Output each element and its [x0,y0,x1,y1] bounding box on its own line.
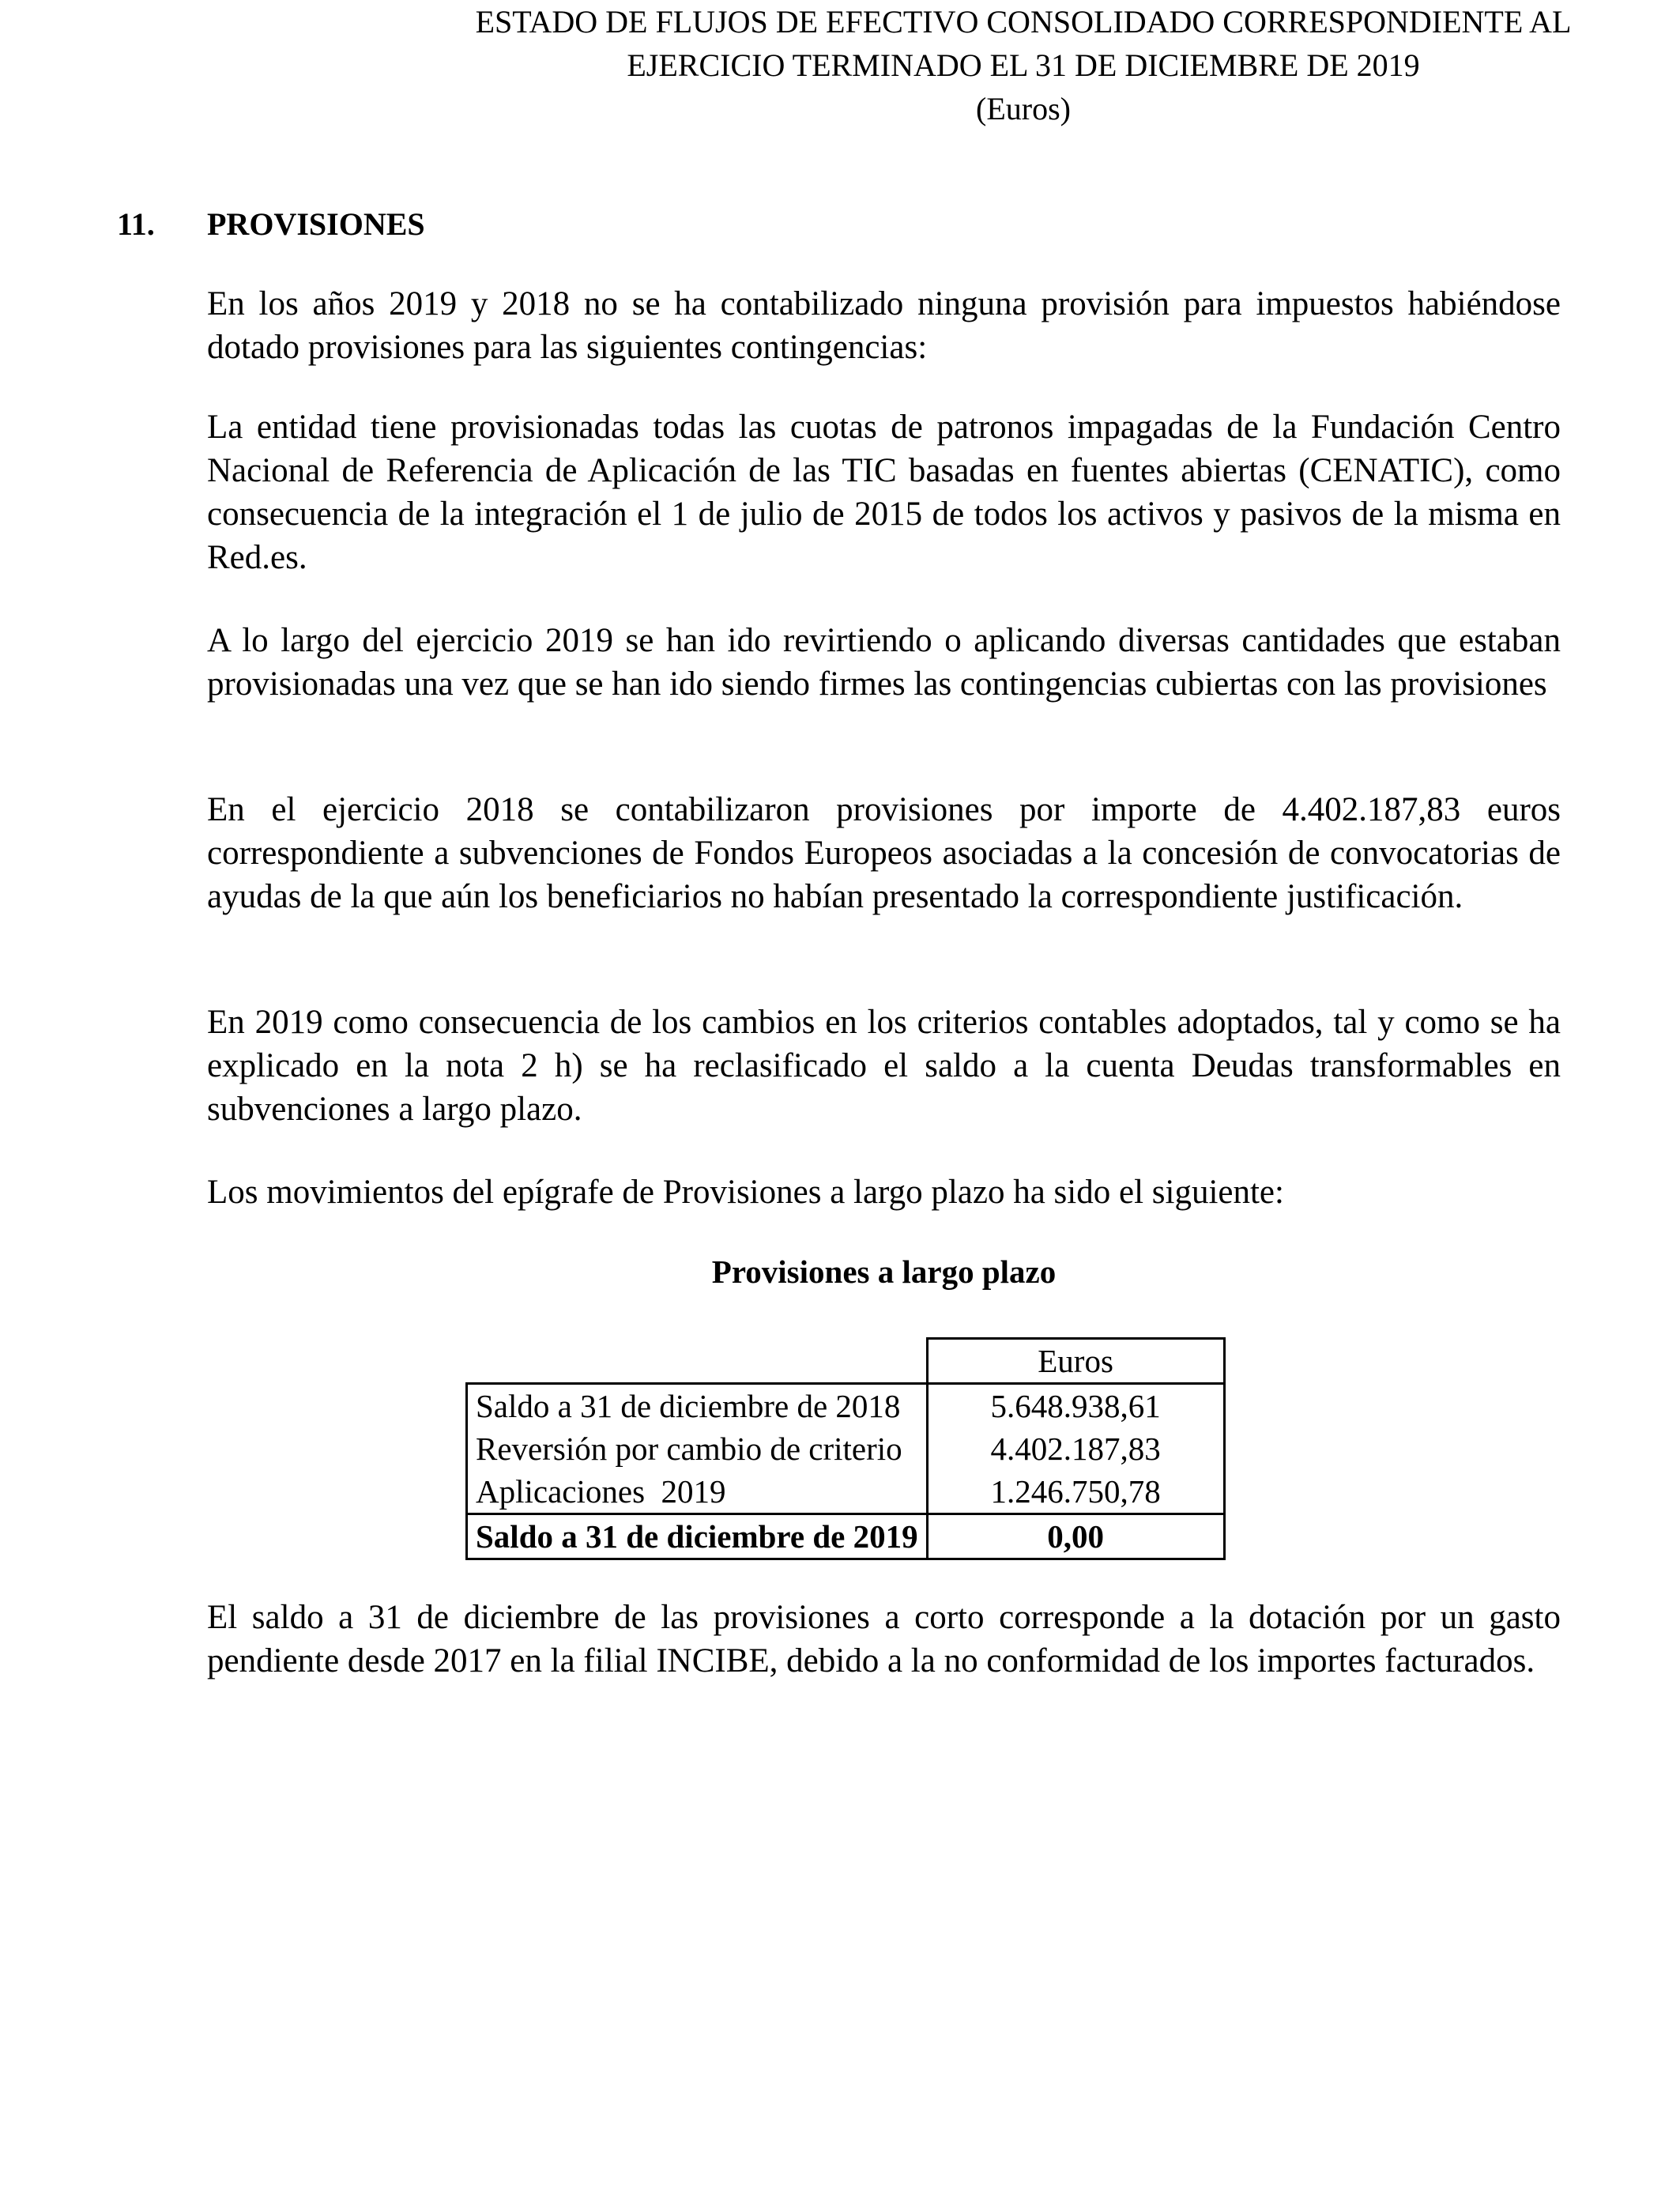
total-label: Saldo a 31 de diciembre de 2019 [467,1514,928,1559]
table-total-row [467,1514,1225,1559]
header-line-2: EJERCICIO TERMINADO EL 31 DE DICIEMBRE DE 2019 [627,47,1420,83]
section-title: PROVISIONES [207,206,425,242]
row-value: 4.402.187,83 [927,1427,1224,1470]
table-row [467,1470,1225,1514]
row-value: 1.246.750,78 [927,1470,1224,1514]
table-row [467,1384,1225,1428]
paragraph-1: En los años 2019 y 2018 no se ha contabilizado ninguna provisión para impuestos habiéndose dotado provisiones para las siguientes contingencias: [207,285,1561,366]
table-header-empty-cell [467,1339,928,1384]
header-line-3: (Euros) [976,91,1071,126]
table-header-row [467,1339,1225,1384]
row-value: 5.648.938,61 [927,1384,1224,1428]
section-number: 11. [117,206,155,242]
table-column-header: Euros [927,1339,1224,1384]
header-line-1: ESTADO DE FLUJOS DE EFECTIVO CONSOLIDADO CORRESPONDIENTE AL [475,4,1572,40]
row-label: Reversión por cambio de criterio [467,1427,928,1470]
total-value: 0,00 [927,1514,1224,1559]
closing-paragraph: El saldo a 31 de diciembre de las provisiones a corto corresponde a la dotación por un gasto pendiente desde 2017 en la filial INCIBE, debido a la no conformidad de los importes facturados. [207,1599,1561,1679]
paragraph-5: En 2019 como consecuencia de los cambios en los criterios contables adoptados, tal y como se ha explicado en la nota 2 h) se ha reclasificado el saldo a la cuenta Deudas transformables en subvenciones a largo plazo. [207,1004,1561,1128]
paragraph-4: En el ejercicio 2018 se contabilizaron provisiones por importe de 4.402.187,83 euros correspondiente a subvenciones de Fondos Europeos asociadas a la concesión de convocatorias de ayudas de la que aún los beneficiarios no habían presentado la correspondiente justificación. [207,791,1561,915]
paragraph-2: La entidad tiene provisionadas todas las cuotas de patronos impagadas de la Fundación Centro Nacional de Referencia de Aplicación de las TIC basadas en fuentes abiertas (CENATIC), como consecuencia de la integración el 1 de julio de 2015 de todos los activos y pasivos de la misma en Red.es. [207,409,1561,576]
paragraph-3: A lo largo del ejercicio 2019 se han ido revirtiendo o aplicando diversas cantidades que estaban provisionadas una vez que se han ido siendo firmes las contingencias cubiertas con las provisiones [207,622,1561,703]
table-title: Provisiones a largo plazo [711,1253,1057,1290]
document-header [332,0,1680,130]
row-label: Aplicaciones 2019 [467,1470,928,1514]
paragraph-6: Los movimientos del epígrafe de Provisiones a largo plazo ha sido el siguiente: [207,1174,1284,1211]
row-label: Saldo a 31 de diciembre de 2018 [467,1384,928,1428]
provisions-table [465,1337,1226,1560]
table-row [467,1427,1225,1470]
